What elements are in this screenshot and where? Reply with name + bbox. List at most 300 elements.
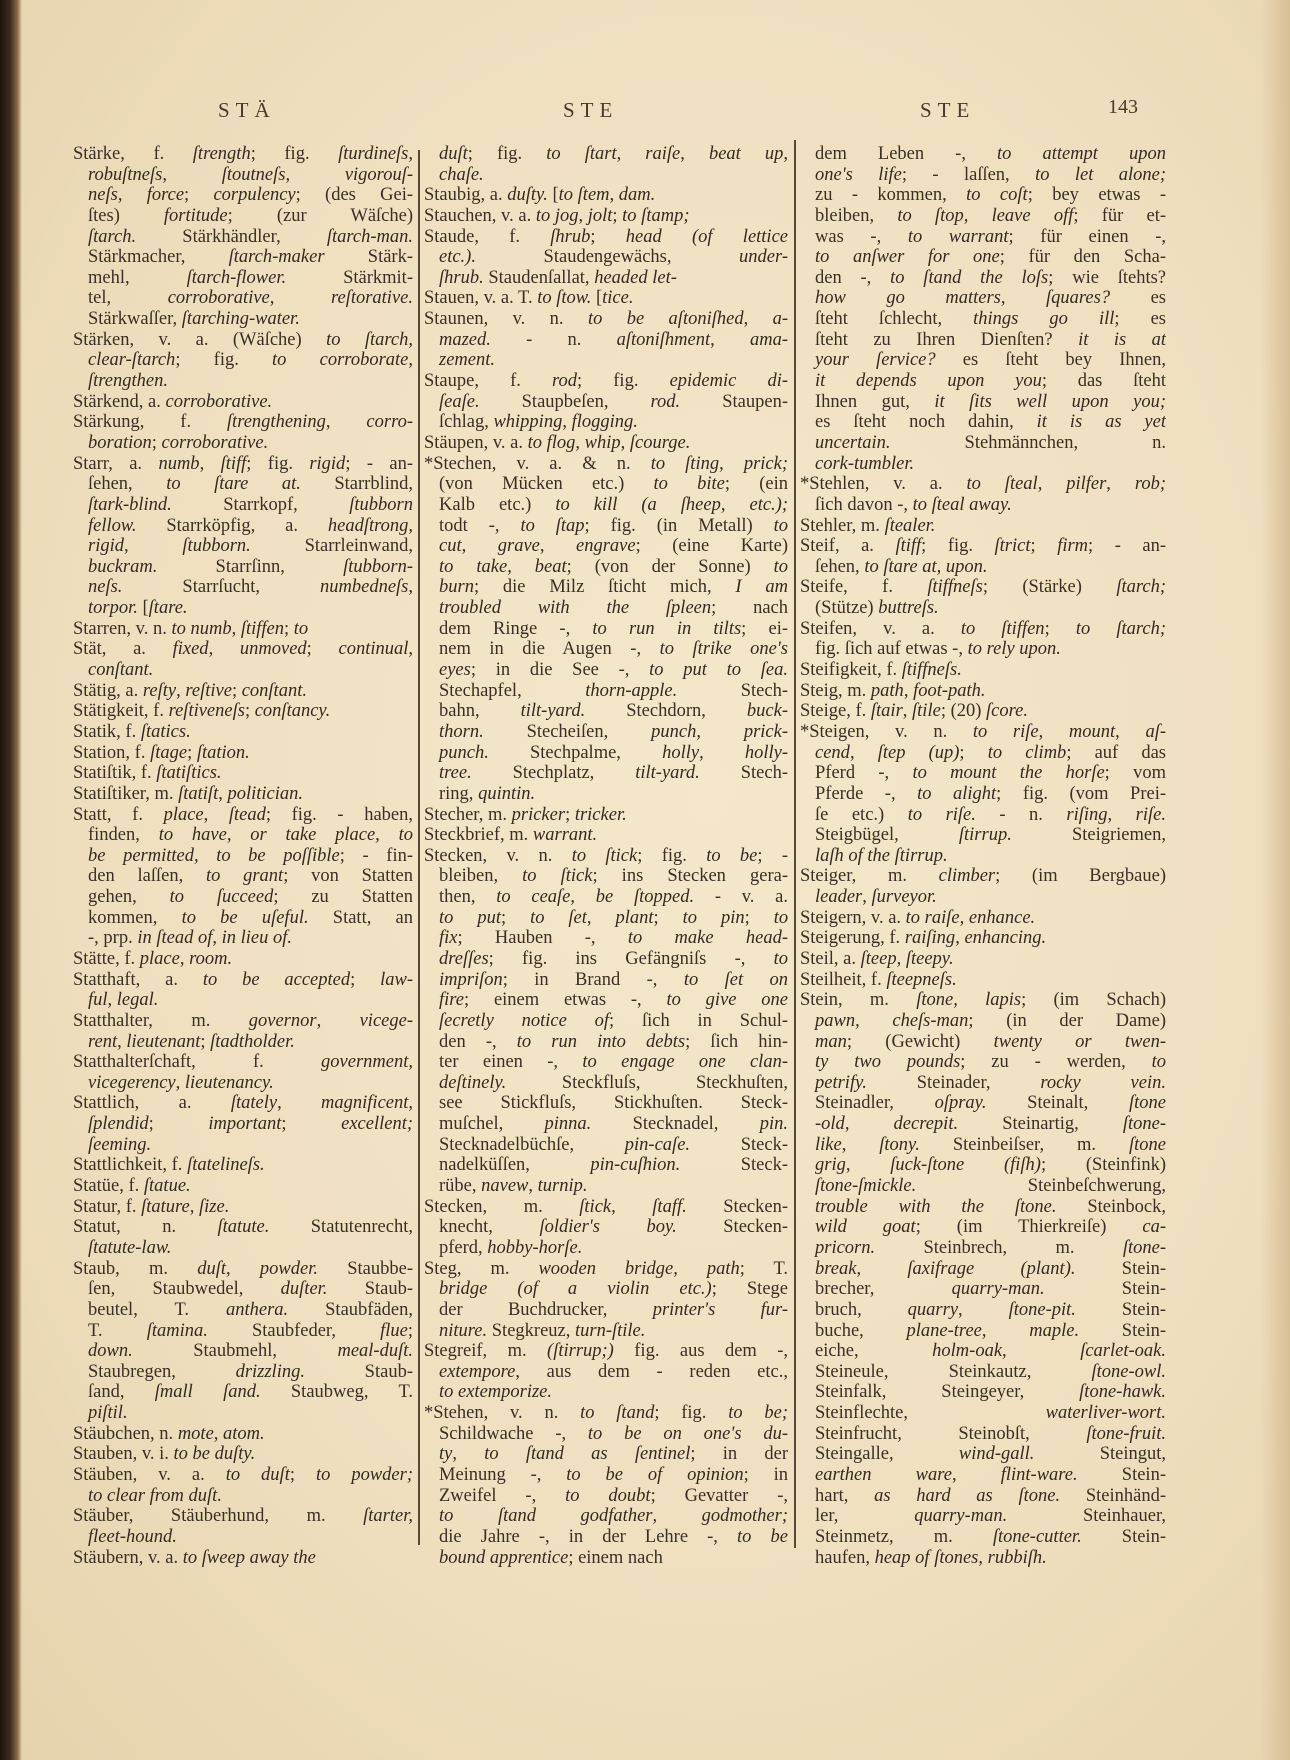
german-text: ; von Statten bbox=[283, 866, 413, 887]
dictionary-entry bbox=[73, 743, 413, 764]
german-text: Stärkmit- bbox=[286, 267, 413, 288]
dictionary-column-2 bbox=[424, 144, 788, 1568]
german-text: Steinbrech, m. bbox=[875, 1237, 1123, 1258]
english-gloss: to powder; bbox=[315, 1465, 413, 1485]
entry-line bbox=[424, 330, 788, 351]
english-gloss: to raiſe bbox=[905, 907, 960, 928]
german-text: Stärkmacher, bbox=[88, 247, 229, 268]
english-gloss: reſtiveneſs bbox=[168, 701, 245, 722]
entry-line bbox=[424, 1527, 788, 1548]
english-gloss: ſtiffen bbox=[240, 618, 285, 639]
english-gloss: ſtiffneſs. bbox=[901, 660, 962, 681]
english-gloss: grig bbox=[815, 1155, 846, 1176]
german-text: (von Mücken etc.) bbox=[439, 474, 654, 495]
entry-line bbox=[73, 433, 413, 454]
german-text: , bbox=[955, 928, 965, 949]
english-gloss: lieutenancy. bbox=[184, 1072, 274, 1093]
dictionary-entry-continued bbox=[424, 144, 788, 185]
german-text: den laſſen, bbox=[88, 866, 206, 887]
german-text: Stauen, v. a. T. bbox=[424, 288, 538, 309]
entry-headline bbox=[73, 763, 413, 784]
english-gloss: to be duſty. bbox=[173, 1444, 256, 1465]
english-gloss: ſtatics. bbox=[140, 721, 191, 742]
german-text: Stechapfel, bbox=[439, 680, 586, 701]
german-text: ; fig. bbox=[654, 1403, 729, 1424]
german-text: ; bbox=[151, 432, 162, 453]
german-text: Starrkopf, bbox=[171, 494, 350, 515]
entry-headline bbox=[424, 309, 788, 330]
entry-line bbox=[424, 1155, 788, 1176]
dictionary-entry bbox=[800, 990, 1166, 1568]
english-gloss: clear-ſtarch bbox=[88, 350, 176, 371]
entry-headline bbox=[424, 185, 788, 206]
german-text: Stecken- bbox=[676, 1217, 788, 1238]
english-gloss: to ſtare at. bbox=[166, 474, 301, 495]
english-gloss: pin. bbox=[759, 1114, 788, 1135]
german-text: , bbox=[212, 928, 222, 949]
english-gloss: to be; bbox=[728, 1403, 788, 1424]
german-text: Pferde -, bbox=[815, 783, 918, 804]
german-text: Stecher, m. bbox=[424, 804, 512, 825]
german-text: Steiger, m. bbox=[800, 866, 939, 887]
english-gloss: ſtaff. bbox=[652, 1196, 687, 1217]
english-gloss: pricorn. bbox=[815, 1237, 876, 1258]
german-text: -, prp. bbox=[88, 928, 138, 949]
entry-headline bbox=[424, 288, 788, 309]
english-gloss: ſtately bbox=[230, 1093, 278, 1114]
english-gloss: to warrant bbox=[907, 226, 1009, 247]
english-gloss: heap of ſtones bbox=[874, 1547, 979, 1568]
english-gloss: politician. bbox=[227, 783, 304, 804]
entry-headline bbox=[73, 805, 413, 826]
german-text: Steifen, v. a. bbox=[800, 618, 961, 639]
english-gloss: lieutenant bbox=[126, 1031, 201, 1052]
entry-line bbox=[73, 1341, 413, 1362]
english-gloss: rigid bbox=[309, 453, 346, 474]
english-gloss: ſhrub. bbox=[439, 267, 484, 288]
english-gloss: how go matters bbox=[815, 288, 1001, 309]
english-gloss: to ſucceed bbox=[169, 887, 274, 908]
dictionary-entry bbox=[424, 1259, 788, 1342]
german-text: ; zu - werden, bbox=[960, 1052, 1152, 1073]
entry-line bbox=[424, 1052, 788, 1073]
german-text: Stät, a. bbox=[73, 639, 173, 660]
english-gloss: to make head- bbox=[627, 928, 788, 949]
german-text: Statüe, f. bbox=[73, 1176, 144, 1197]
german-text: Stecken, m. bbox=[424, 1196, 580, 1217]
german-text: *Stehen, v. n. bbox=[424, 1403, 581, 1424]
english-gloss: ſtony. bbox=[879, 1134, 920, 1155]
english-gloss: meal-duſt. bbox=[337, 1341, 413, 1362]
english-gloss: ca- bbox=[1142, 1217, 1166, 1238]
entry-line bbox=[73, 825, 413, 846]
english-gloss: ſcarlet-oak. bbox=[1080, 1341, 1166, 1362]
dictionary-entry bbox=[424, 433, 788, 454]
english-gloss: ſtatelineſs. bbox=[187, 1155, 265, 1176]
english-gloss: ſtatiſtics. bbox=[156, 763, 222, 784]
german-text: Staubig, a. bbox=[424, 185, 508, 206]
english-gloss: ſtarch-maker bbox=[228, 247, 325, 268]
dictionary-entry bbox=[800, 474, 1166, 515]
dictionary-entry bbox=[424, 1341, 788, 1403]
german-text: ; Stege bbox=[711, 1279, 788, 1300]
entry-headline bbox=[73, 1197, 413, 1218]
entry-line bbox=[800, 1444, 1166, 1465]
german-text: Staubfeder, bbox=[207, 1320, 381, 1341]
german-text: ; fig. bbox=[467, 144, 547, 164]
english-gloss: cend bbox=[815, 742, 850, 763]
english-gloss: piſtil. bbox=[88, 1403, 128, 1424]
german-text: Stärken, v. a. (Wäſche) bbox=[73, 329, 327, 350]
dictionary-entry bbox=[73, 701, 413, 722]
entry-line bbox=[800, 288, 1166, 309]
english-gloss: to ſtare at, upon. bbox=[864, 556, 988, 577]
german-text: Starrſucht, bbox=[122, 577, 320, 598]
german-text: , bbox=[452, 1444, 485, 1465]
english-gloss: quintin. bbox=[478, 783, 536, 804]
english-gloss: holm-oak bbox=[932, 1341, 1003, 1362]
english-gloss: fix bbox=[439, 928, 458, 949]
entry-line bbox=[800, 1073, 1166, 1094]
english-gloss: I am bbox=[735, 577, 788, 598]
english-gloss: to alight bbox=[917, 783, 997, 804]
entry-line bbox=[800, 268, 1166, 289]
english-gloss: to ſtart bbox=[546, 144, 617, 164]
entry-headline bbox=[424, 454, 788, 475]
entry-line bbox=[424, 536, 788, 557]
english-gloss: ſtead bbox=[228, 804, 266, 825]
entry-headline bbox=[424, 206, 788, 227]
german-text: ; bbox=[590, 226, 626, 247]
english-gloss: to ſtarch; bbox=[1075, 618, 1166, 639]
german-text: , bbox=[325, 412, 367, 433]
german-text: Stecheiſen, bbox=[483, 721, 652, 742]
english-gloss: to be accepted bbox=[202, 969, 351, 990]
dictionary-entry bbox=[800, 970, 1166, 991]
english-gloss: ſteepneſs. bbox=[886, 969, 957, 990]
entry-line bbox=[73, 1362, 413, 1383]
entry-line bbox=[424, 1444, 788, 1465]
entry-line bbox=[73, 1403, 413, 1424]
entry-line bbox=[800, 165, 1166, 186]
english-gloss: ſtubborn- bbox=[343, 556, 413, 577]
german-text: , bbox=[507, 556, 535, 577]
german-text: ; (des Gei- bbox=[295, 185, 413, 206]
german-text: mehl, bbox=[88, 267, 187, 288]
english-gloss: rigid bbox=[88, 536, 124, 557]
entry-line bbox=[800, 1403, 1166, 1424]
english-gloss: to be uſeful. bbox=[181, 907, 309, 928]
entry-line bbox=[800, 887, 1166, 908]
dictionary-entry bbox=[73, 1506, 413, 1547]
english-gloss: ſteepy. bbox=[905, 948, 954, 969]
dictionary-entry bbox=[424, 371, 788, 433]
english-gloss: to anſwer for one bbox=[815, 247, 1000, 268]
german-text: Stätte, f. bbox=[73, 948, 140, 969]
english-gloss: like bbox=[815, 1134, 842, 1155]
english-gloss: oſpray. bbox=[934, 1093, 987, 1114]
english-gloss: ſtatute-law. bbox=[88, 1237, 172, 1258]
german-text: , bbox=[575, 432, 585, 453]
english-gloss: it is at bbox=[1078, 329, 1166, 350]
entry-line bbox=[424, 949, 788, 970]
german-text: ; einem etwas -, bbox=[464, 990, 667, 1011]
english-gloss: ſtadtholder. bbox=[210, 1031, 295, 1052]
german-text: ; bbox=[289, 1465, 316, 1485]
english-gloss: to extemporize. bbox=[439, 1382, 553, 1403]
dictionary-entry bbox=[73, 1052, 413, 1093]
entry-line bbox=[800, 1114, 1166, 1135]
german-text: Kalb etc.) bbox=[439, 494, 556, 515]
entry-headline bbox=[73, 619, 413, 640]
english-gloss: excellent; bbox=[341, 1114, 413, 1135]
german-text: - n. bbox=[490, 329, 617, 350]
german-text: ; - an- bbox=[345, 453, 413, 474]
entry-headline bbox=[424, 1197, 788, 1218]
entry-headline bbox=[424, 1403, 788, 1424]
english-gloss: government, bbox=[321, 1052, 413, 1073]
dictionary-entry bbox=[73, 805, 413, 949]
running-head-middle: STE bbox=[563, 98, 619, 122]
german-text: , bbox=[951, 1465, 1001, 1485]
english-gloss: fortitude bbox=[163, 205, 228, 226]
german-text: , bbox=[841, 1134, 880, 1155]
german-text: , bbox=[1037, 474, 1067, 495]
german-text: Stattlichkeit, f. bbox=[73, 1155, 188, 1176]
german-text: Steck- bbox=[690, 1134, 788, 1155]
english-gloss: engrave bbox=[576, 536, 636, 557]
english-gloss: hobby-horſe. bbox=[487, 1237, 583, 1258]
english-gloss: vicegerency bbox=[88, 1072, 176, 1093]
english-gloss: to have, or take place, to bbox=[158, 825, 413, 846]
german-text: ; bbox=[200, 1031, 211, 1052]
german-text: Staudenſallat, bbox=[483, 267, 595, 288]
english-gloss: epidemic di- bbox=[669, 371, 788, 392]
english-gloss: ſtatiſt bbox=[178, 783, 219, 804]
entry-line bbox=[73, 866, 413, 887]
entry-line bbox=[424, 928, 788, 949]
entry-line bbox=[73, 350, 413, 371]
german-text: ler, bbox=[815, 1506, 915, 1527]
entry-line bbox=[424, 1176, 788, 1197]
dictionary-entry bbox=[73, 1011, 413, 1052]
entry-line bbox=[800, 247, 1166, 268]
english-gloss: grave bbox=[497, 536, 540, 557]
entry-headline bbox=[800, 722, 1166, 743]
german-text: ; fig. - haben, bbox=[265, 804, 413, 825]
english-gloss: to attempt upon bbox=[997, 144, 1166, 164]
german-text: , bbox=[719, 453, 744, 474]
english-gloss: to doubt bbox=[565, 1485, 651, 1506]
german-text: , aus dem - reden etc., bbox=[515, 1361, 788, 1382]
english-gloss: to run in tilts bbox=[592, 618, 742, 639]
dictionary-entry bbox=[800, 866, 1166, 907]
english-gloss: to jog bbox=[535, 205, 579, 226]
english-gloss: troubled with the ſpleen bbox=[439, 598, 712, 619]
entry-headline bbox=[800, 474, 1166, 495]
english-gloss: ty two pounds bbox=[815, 1052, 961, 1073]
english-gloss: to kill (a ſheep, etc.); bbox=[555, 494, 788, 515]
german-text: Stäubern, v. a. bbox=[73, 1547, 183, 1568]
dictionary-entry bbox=[73, 1465, 413, 1506]
english-gloss: earthen ware bbox=[815, 1465, 952, 1485]
german-text: , bbox=[539, 536, 577, 557]
german-text: Stein- bbox=[1077, 1465, 1166, 1485]
english-gloss: to be bbox=[737, 1526, 788, 1547]
entry-line bbox=[73, 268, 413, 289]
entry-line bbox=[800, 309, 1166, 330]
dictionary-entry bbox=[73, 1548, 413, 1569]
english-gloss: pricker bbox=[511, 804, 566, 825]
english-gloss: to let alone; bbox=[1035, 164, 1166, 185]
german-text: , bbox=[461, 536, 498, 557]
german-text: ring, bbox=[439, 783, 479, 804]
english-gloss: corroborative. bbox=[165, 391, 273, 412]
english-gloss: ſtone-cutter. bbox=[992, 1526, 1082, 1547]
german-text: den -, bbox=[439, 1031, 517, 1052]
english-gloss: to ſtem, dam. bbox=[558, 185, 656, 206]
german-text: , bbox=[189, 1196, 200, 1217]
english-gloss: tree. bbox=[439, 763, 472, 784]
english-gloss: punch. bbox=[439, 742, 489, 763]
entry-line bbox=[424, 1279, 788, 1300]
entry-headline bbox=[424, 371, 788, 392]
german-text: Stecknadel, bbox=[591, 1114, 760, 1135]
english-gloss: mazed. bbox=[439, 329, 491, 350]
entry-line bbox=[73, 371, 413, 392]
german-text: ſehen, bbox=[88, 474, 167, 495]
english-gloss: in ſtead of bbox=[137, 928, 213, 949]
english-gloss: path bbox=[870, 680, 904, 701]
entry-line bbox=[73, 516, 413, 537]
german-text: (Stütze) bbox=[815, 598, 879, 619]
german-text: ; in die See -, bbox=[470, 660, 650, 681]
english-gloss: to duſt bbox=[225, 1465, 290, 1485]
german-text: Staubfäden, bbox=[288, 1299, 413, 1320]
english-gloss: anthera. bbox=[225, 1299, 289, 1320]
english-gloss: to ceaſe bbox=[496, 887, 571, 908]
english-gloss: fixed bbox=[172, 639, 209, 660]
dictionary-entry bbox=[73, 330, 413, 392]
entry-headline bbox=[800, 970, 1166, 991]
german-text: Steineule, Steinkautz, bbox=[815, 1361, 1092, 1382]
english-gloss: head (of lettice bbox=[625, 226, 788, 247]
dictionary-entry bbox=[73, 454, 413, 619]
english-gloss: rod. bbox=[650, 391, 681, 412]
entry-line bbox=[424, 701, 788, 722]
german-text: ; bbox=[231, 680, 242, 701]
entry-line bbox=[73, 536, 413, 557]
dictionary-entry bbox=[424, 1197, 788, 1259]
german-text: Statiſtik, f. bbox=[73, 763, 157, 784]
entry-line bbox=[424, 247, 788, 268]
entry-headline bbox=[800, 990, 1166, 1011]
german-text: ; vom bbox=[1104, 763, 1166, 784]
german-text: Stecken, v. n. bbox=[424, 845, 572, 866]
entry-line bbox=[800, 350, 1166, 371]
english-gloss: be permitted, to be poſſible bbox=[88, 845, 340, 866]
english-gloss: ſize. bbox=[199, 1196, 230, 1217]
entry-line bbox=[424, 1424, 788, 1445]
entry-headline bbox=[73, 784, 413, 805]
english-gloss: ſuck-ſtone (fiſh) bbox=[890, 1155, 1041, 1176]
entry-line bbox=[800, 1486, 1166, 1507]
dictionary-entry bbox=[73, 1424, 413, 1445]
english-gloss: godmother; bbox=[701, 1506, 788, 1527]
entry-headline bbox=[424, 433, 788, 454]
english-gloss: plant bbox=[615, 907, 654, 928]
german-text: Steigriemen, bbox=[1011, 825, 1166, 846]
german-text: Stein- bbox=[1075, 1299, 1166, 1320]
english-gloss: riſing bbox=[1066, 804, 1108, 825]
english-gloss: ſaxifrage (plant). bbox=[907, 1258, 1076, 1279]
dictionary-entry bbox=[800, 701, 1166, 722]
german-text: Starrblind, bbox=[300, 474, 413, 495]
german-text: ſteht ſchlecht, bbox=[815, 309, 974, 330]
english-gloss: firm bbox=[1057, 536, 1089, 557]
entry-line bbox=[73, 1486, 413, 1507]
german-text: ; (im Thierkreiſe) bbox=[915, 1217, 1143, 1238]
german-text: ; (eine Karte) bbox=[635, 536, 788, 557]
english-gloss: ſtation. bbox=[196, 742, 250, 763]
entry-headline bbox=[424, 1341, 788, 1362]
entry-headline bbox=[73, 1259, 413, 1280]
german-text: ; (20) bbox=[940, 701, 987, 722]
entry-line bbox=[800, 206, 1166, 227]
entry-line bbox=[800, 825, 1166, 846]
entry-line bbox=[800, 743, 1166, 764]
entry-line bbox=[424, 743, 788, 764]
english-gloss: buck- bbox=[746, 701, 788, 722]
german-text: ; das ſteht bbox=[1041, 371, 1166, 392]
entry-headline bbox=[73, 1465, 413, 1486]
dictionary-entry bbox=[73, 639, 413, 680]
entry-headline bbox=[73, 1176, 413, 1197]
german-text: ; bbox=[612, 205, 623, 226]
german-text: Steinfrucht, Steinobſt, bbox=[815, 1423, 1087, 1444]
dictionary-entry bbox=[800, 908, 1166, 929]
german-text: Staub, m. bbox=[73, 1258, 198, 1279]
entry-headline bbox=[73, 412, 413, 433]
dictionary-entry bbox=[424, 1403, 788, 1568]
entry-line bbox=[73, 309, 413, 330]
german-text: ; für den Scha- bbox=[999, 247, 1166, 268]
english-gloss: ama- bbox=[749, 329, 788, 350]
german-text: Steinhauer, bbox=[1007, 1506, 1166, 1527]
german-text: , bbox=[269, 288, 331, 309]
english-gloss: ſtone-pit. bbox=[1008, 1299, 1076, 1320]
english-gloss: buttreſs. bbox=[878, 598, 939, 619]
german-text: ſe etc.) bbox=[815, 804, 908, 825]
english-gloss: torpor. bbox=[88, 598, 138, 619]
english-gloss: ſtoutneſs bbox=[221, 164, 286, 185]
german-text: , bbox=[1115, 721, 1146, 742]
german-text: , bbox=[696, 721, 744, 742]
english-gloss: to ſtand bbox=[580, 1403, 655, 1424]
english-gloss: to bbox=[773, 556, 788, 577]
english-gloss: reſty bbox=[142, 680, 177, 701]
english-gloss: pinna. bbox=[544, 1114, 592, 1135]
german-text: Stärkung, f. bbox=[73, 412, 227, 433]
german-text: , bbox=[203, 804, 229, 825]
entry-line bbox=[73, 495, 413, 516]
german-text: ; fig. (in Metall) bbox=[584, 515, 774, 536]
german-text: , bbox=[199, 453, 221, 474]
book-gutter-shadow bbox=[0, 0, 22, 1760]
dictionary-entry bbox=[73, 1259, 413, 1424]
english-gloss: uncertain. bbox=[815, 432, 891, 453]
german-text: , bbox=[1107, 804, 1136, 825]
